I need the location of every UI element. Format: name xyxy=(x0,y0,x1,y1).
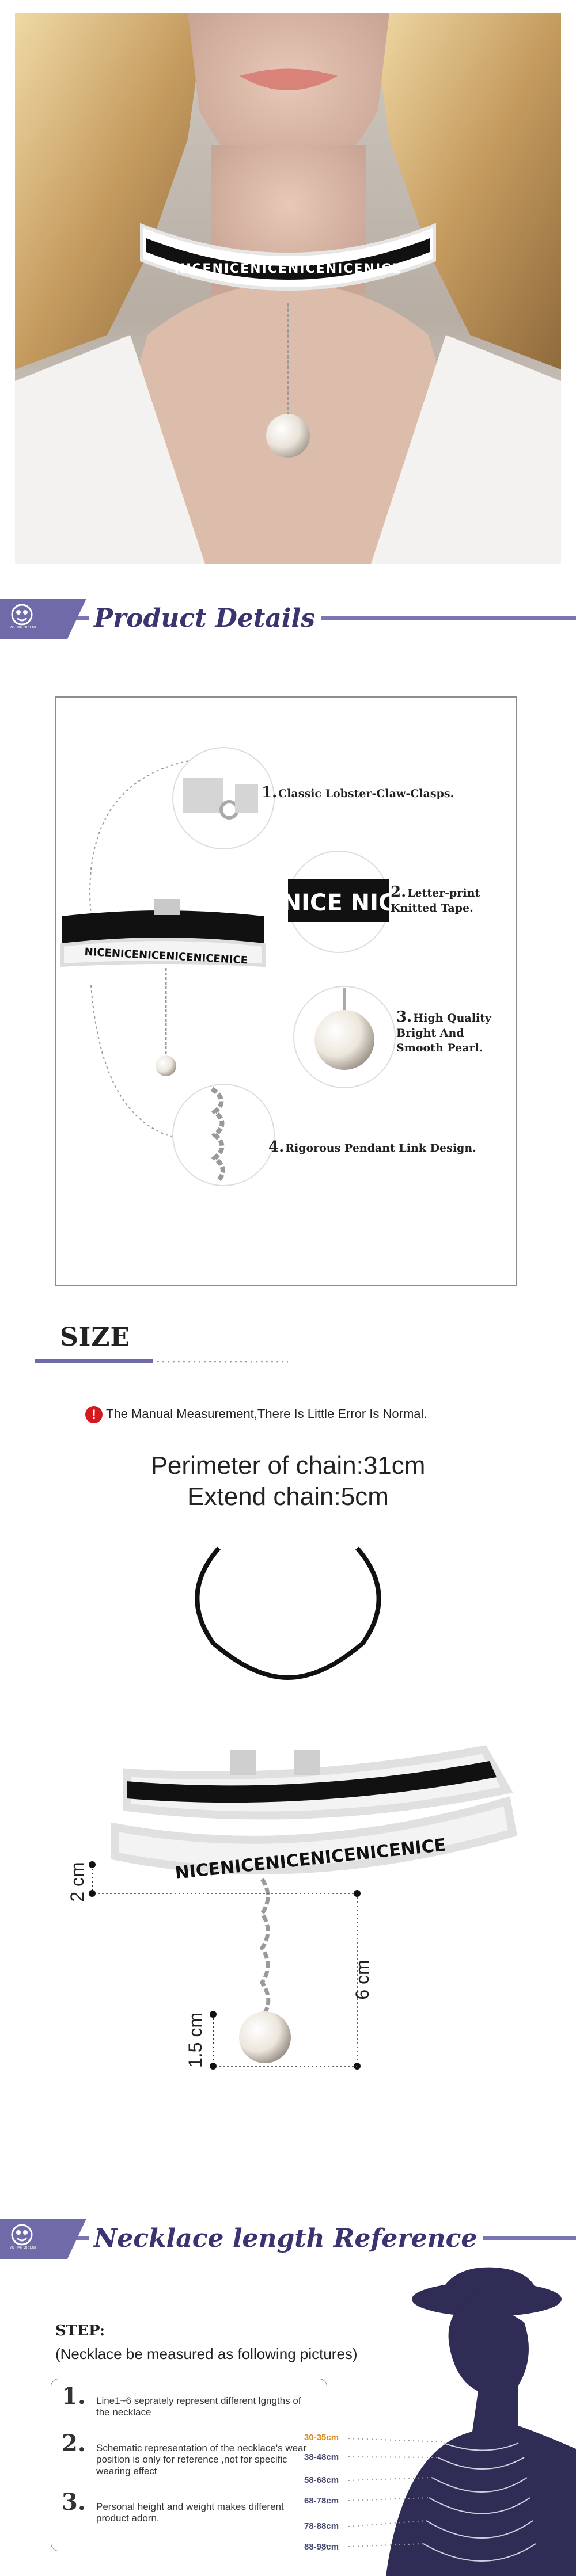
brand-logo-icon xyxy=(10,603,33,626)
step-subtitle: (Necklace be measured as following pictures) xyxy=(55,2345,358,2362)
list-item xyxy=(62,2489,315,2524)
hero-pearl xyxy=(266,414,310,458)
perimeter-text: Perimeter of chain:31cm xyxy=(150,1451,426,1480)
list-num: 1. xyxy=(62,2383,86,2410)
length-reference xyxy=(0,2259,576,2576)
callout-chain xyxy=(268,1140,510,1156)
note-text: The Manual Measurement,There Is Little Error Is Normal. xyxy=(106,1406,427,1421)
product-details-banner xyxy=(0,599,576,639)
callout-text: Rigorous Pendant Link Design. xyxy=(285,1142,476,1154)
section-title: Product Details xyxy=(89,605,321,632)
size-dotted-rule xyxy=(156,1361,288,1363)
diagram-tape-text: NICENICENICENICENICENICE xyxy=(174,1835,447,1884)
callout-num: 2. xyxy=(391,883,407,901)
callout-text: Classic Lobster-Claw-Clasps. xyxy=(278,787,454,800)
zoom-tape-word: NICE NIC xyxy=(282,890,396,916)
length-scale: 68-78cm xyxy=(304,2496,339,2506)
product-photo xyxy=(15,13,561,564)
brand-logo-icon xyxy=(10,2223,33,2246)
hero-tape-text: NICENICENICENICENICENICE xyxy=(174,262,402,276)
list-num: 3. xyxy=(62,2489,86,2516)
size-underline xyxy=(35,1359,153,1363)
alert-icon: ! xyxy=(85,1406,103,1423)
callout-text: High Quality Bright And Smooth Pearl. xyxy=(396,1012,491,1054)
hero-section xyxy=(0,0,576,576)
list-text: Personal height and weight makes different product adorn. xyxy=(96,2501,284,2524)
details-frame xyxy=(55,696,517,1286)
section-title: Necklace length Reference xyxy=(89,2226,483,2252)
list-text: Schematic representation of the necklace's wear position is only for reference ,not for specific wearing effect xyxy=(96,2442,307,2476)
callout-tape xyxy=(391,885,514,916)
callout-num: 3. xyxy=(396,1008,412,1026)
dim-15cm: 1.5 cm xyxy=(185,2012,206,2068)
callout-clasps xyxy=(262,785,469,801)
size-diagram xyxy=(0,1519,576,2129)
list-item xyxy=(62,2430,315,2477)
length-scale: 78-88cm xyxy=(304,2521,339,2531)
brand-logo-text: YU HAN ORIENT xyxy=(9,2246,37,2250)
measurement-note xyxy=(85,1406,427,1423)
list-text: Line1~6 seprately represent different lgngths of the necklace xyxy=(96,2395,301,2418)
extend-text: Extend chain:5cm xyxy=(187,1483,389,1511)
list-item xyxy=(62,2383,315,2418)
callout-pearl xyxy=(396,1009,514,1055)
size-heading xyxy=(0,1312,576,1375)
dim-2cm: 2 cm xyxy=(67,1862,88,1902)
step-title: STEP: xyxy=(55,2322,105,2339)
callout-num: 1. xyxy=(262,784,278,801)
notes-box xyxy=(51,2379,327,2551)
brand-logo-text: YU HAN ORIENT xyxy=(9,626,37,630)
size-title: SIZE xyxy=(60,1323,131,1352)
dim-6cm: 6 cm xyxy=(352,1960,373,2000)
length-scale: 58-68cm xyxy=(304,2475,339,2485)
product-details-figure xyxy=(0,696,576,1286)
list-num: 2. xyxy=(62,2430,86,2457)
callout-text: Letter-print Knitted Tape. xyxy=(391,887,480,914)
length-scale: 38-48cm xyxy=(304,2452,339,2462)
model-illustration xyxy=(15,13,561,564)
length-scale: 88-98cm xyxy=(304,2542,339,2552)
size-illustration xyxy=(0,1519,576,2129)
length-reference-banner xyxy=(0,2219,576,2259)
chain-dimensions xyxy=(0,1450,576,1512)
callout-num: 4. xyxy=(268,1138,285,1156)
length-scale: 30-35cm xyxy=(304,2433,339,2442)
details-tape-text: NICENICENICENICENICENICE xyxy=(84,946,248,967)
